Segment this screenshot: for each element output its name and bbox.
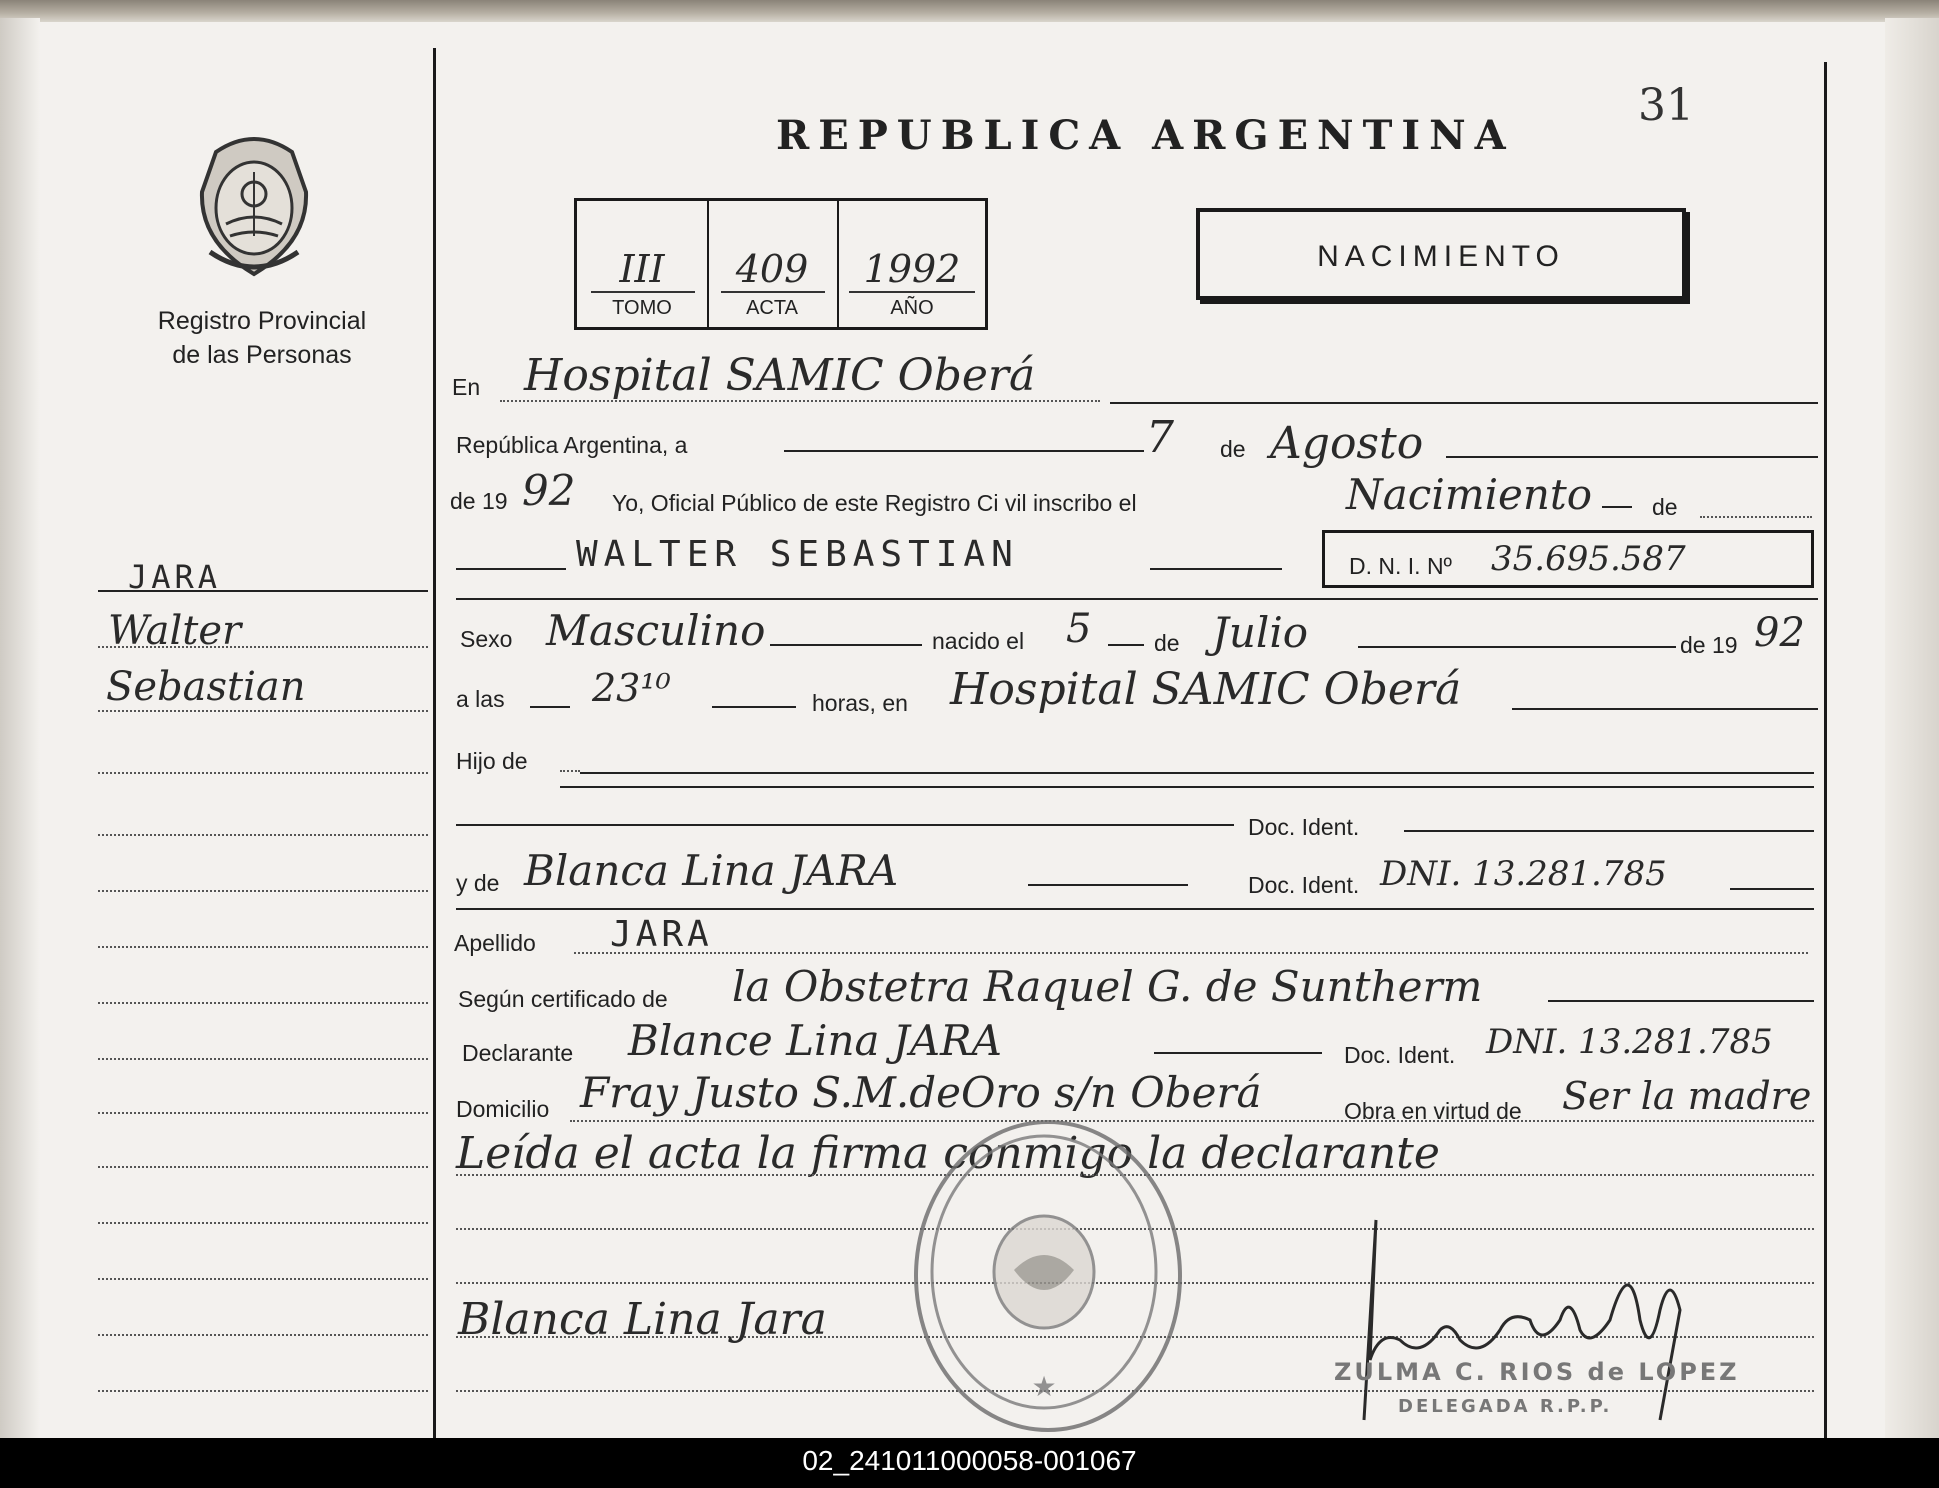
declarante-label: Declarante bbox=[462, 1040, 574, 1066]
de19-label: de 19 bbox=[450, 488, 508, 514]
margin-surname-line bbox=[98, 590, 428, 592]
margin-line bbox=[98, 1278, 428, 1280]
child-name: WALTER SEBASTIAN bbox=[576, 534, 1019, 575]
hijo-line bbox=[580, 772, 1814, 774]
leida-line: Leída el acta la firma conmigo la declarante bbox=[456, 1128, 1440, 1179]
record-type-box bbox=[1196, 208, 1686, 300]
birth-month: Julio bbox=[1212, 608, 1309, 657]
doc-ident-label: Doc. Ident. bbox=[1248, 814, 1360, 840]
image-id-label: 02_241011000058-001067 bbox=[802, 1445, 1137, 1476]
en-dotted-line bbox=[500, 400, 1100, 402]
anio-value: 1992 bbox=[863, 247, 961, 291]
de-label-2: de bbox=[1154, 630, 1180, 656]
separator-line bbox=[456, 598, 1818, 600]
margin-line bbox=[98, 834, 428, 836]
margin-line bbox=[98, 1222, 428, 1224]
month-line bbox=[1446, 456, 1818, 458]
acta-underline bbox=[721, 291, 825, 293]
declarante-value: Blance Lina JARA bbox=[628, 1016, 1003, 1065]
tomo-label: TOMO bbox=[612, 297, 672, 319]
declarante-doc: DNI. 13.281.785 bbox=[1486, 1022, 1773, 1062]
nacido-label: nacido el bbox=[932, 628, 1025, 654]
hijo-label: Hijo de bbox=[456, 748, 528, 774]
dni-label: D. N. I. Nº bbox=[1349, 553, 1452, 579]
margin-line bbox=[98, 710, 428, 712]
name-lead-line bbox=[456, 568, 566, 570]
provincial-seal-icon bbox=[186, 132, 322, 280]
place-value: Hospital SAMIC Oberá bbox=[524, 350, 1036, 401]
anio-underline bbox=[849, 291, 975, 293]
registry-name-line2: de las Personas bbox=[172, 341, 352, 369]
hijo-line-2 bbox=[560, 786, 1814, 788]
margin-line bbox=[98, 772, 428, 774]
date-line bbox=[784, 450, 1144, 452]
sexo-label: Sexo bbox=[460, 626, 513, 652]
de-end-line bbox=[1700, 516, 1812, 518]
country-title: REPUBLICA ARGENTINA bbox=[776, 112, 1515, 159]
dni-value: 35.695.587 bbox=[1491, 539, 1686, 579]
registration-day: 7 bbox=[1146, 412, 1174, 463]
tomo-value: III bbox=[619, 247, 665, 291]
en-label: En bbox=[452, 374, 481, 400]
certificado-line bbox=[1548, 1000, 1814, 1002]
domicilio-line bbox=[570, 1120, 1814, 1122]
birth-place: Hospital SAMIC Oberá bbox=[950, 664, 1462, 715]
obra-value: Ser la madre bbox=[1562, 1074, 1812, 1118]
horas-label: horas, en bbox=[812, 690, 908, 716]
doc-ident-label-2: Doc. Ident. bbox=[1248, 872, 1360, 898]
apellido-value: JARA bbox=[610, 914, 713, 955]
margin-line bbox=[98, 890, 428, 892]
hijo-dotted-line bbox=[560, 770, 580, 772]
form-right-border bbox=[1824, 62, 1827, 1440]
margin-line bbox=[98, 1002, 428, 1004]
acta-value: 409 bbox=[735, 247, 809, 291]
margin-surname: JARA bbox=[128, 558, 222, 596]
declarant-signature: Blanca Lina Jara bbox=[458, 1294, 827, 1345]
inscribo-label: Yo, Oficial Público de este Registro Ci vil inscribo el bbox=[612, 490, 1137, 516]
declarante-line bbox=[1154, 1052, 1322, 1054]
separator-line-2 bbox=[456, 908, 1814, 910]
birth-day-line bbox=[1108, 644, 1144, 646]
official-name: ZULMA C. RIOS de LOPEZ bbox=[1334, 1358, 1740, 1386]
de-label: de bbox=[1220, 436, 1246, 462]
father-line bbox=[456, 824, 1234, 826]
mother-name: Blanca Lina JARA bbox=[524, 846, 899, 895]
acta-label: ACTA bbox=[746, 297, 798, 319]
margin-line bbox=[98, 946, 428, 948]
svg-text:★: ★ bbox=[1031, 1370, 1057, 1403]
name-tail-line bbox=[1150, 568, 1282, 570]
en-solid-line bbox=[1110, 402, 1818, 404]
birth-time: 23¹⁰ bbox=[592, 666, 671, 710]
act-type: Nacimiento bbox=[1346, 470, 1593, 519]
official-title: DELEGADA R.P.P. bbox=[1398, 1396, 1613, 1417]
doc-ident-label-3: Doc. Ident. bbox=[1344, 1042, 1456, 1068]
mother-name-line bbox=[1028, 884, 1188, 886]
margin-given-name-1: Walter bbox=[108, 608, 242, 654]
margin-line bbox=[98, 646, 428, 648]
record-type: NACIMIENTO bbox=[1317, 240, 1565, 273]
birth-place-line bbox=[1512, 708, 1818, 710]
dni-box bbox=[1322, 530, 1814, 588]
domicilio-label: Domicilio bbox=[456, 1096, 550, 1122]
record-number-box bbox=[574, 198, 988, 330]
time-tail-line bbox=[712, 706, 796, 708]
apellido-line bbox=[574, 952, 1808, 954]
obra-label: Obra en virtud de bbox=[1344, 1098, 1522, 1124]
father-doc-line bbox=[1404, 830, 1814, 832]
book-binding-shadow bbox=[0, 18, 40, 1438]
margin-line bbox=[98, 1112, 428, 1114]
margin-line bbox=[98, 1166, 428, 1168]
mother-doc-line bbox=[1730, 888, 1814, 890]
segun-label: Según certificado de bbox=[458, 986, 668, 1012]
apellido-label: Apellido bbox=[454, 930, 536, 956]
registration-month: Agosto bbox=[1270, 418, 1424, 469]
margin-given-name-2: Sebastian bbox=[106, 664, 306, 710]
anio-label: AÑO bbox=[890, 297, 934, 319]
republica-label: República Argentina, a bbox=[456, 432, 688, 458]
mother-doc: DNI. 13.281.785 bbox=[1380, 854, 1667, 894]
margin-line bbox=[98, 1390, 428, 1392]
act-type-dash bbox=[1602, 506, 1632, 508]
sexo-value: Masculino bbox=[546, 606, 766, 655]
page-number: 31 bbox=[1638, 80, 1694, 131]
registry-name-line1: Registro Provincial bbox=[157, 307, 367, 335]
official-stamp bbox=[914, 1120, 1182, 1432]
margin-line bbox=[98, 1334, 428, 1336]
margin-line bbox=[98, 1058, 428, 1060]
sexo-line bbox=[770, 644, 922, 646]
registration-year: 92 bbox=[522, 466, 576, 515]
margin-divider-line bbox=[433, 48, 436, 1440]
a-las-label: a las bbox=[456, 686, 505, 712]
birth-day: 5 bbox=[1066, 606, 1092, 652]
time-lead-line bbox=[530, 706, 570, 708]
tomo-underline bbox=[591, 291, 695, 293]
page-right-edge bbox=[1885, 18, 1939, 1438]
domicilio-value: Fray Justo S.M.deOro s/n Oberá bbox=[580, 1068, 1262, 1117]
de19-label-2: de 19 bbox=[1680, 632, 1738, 658]
y-de-label: y de bbox=[456, 870, 500, 896]
birth-month-line bbox=[1358, 646, 1676, 648]
book-top-edge bbox=[0, 0, 1939, 22]
certificado-value: la Obstetra Raquel G. de Suntherm bbox=[732, 962, 1483, 1011]
birth-year: 92 bbox=[1754, 610, 1805, 656]
de-end-label: de bbox=[1652, 494, 1678, 520]
